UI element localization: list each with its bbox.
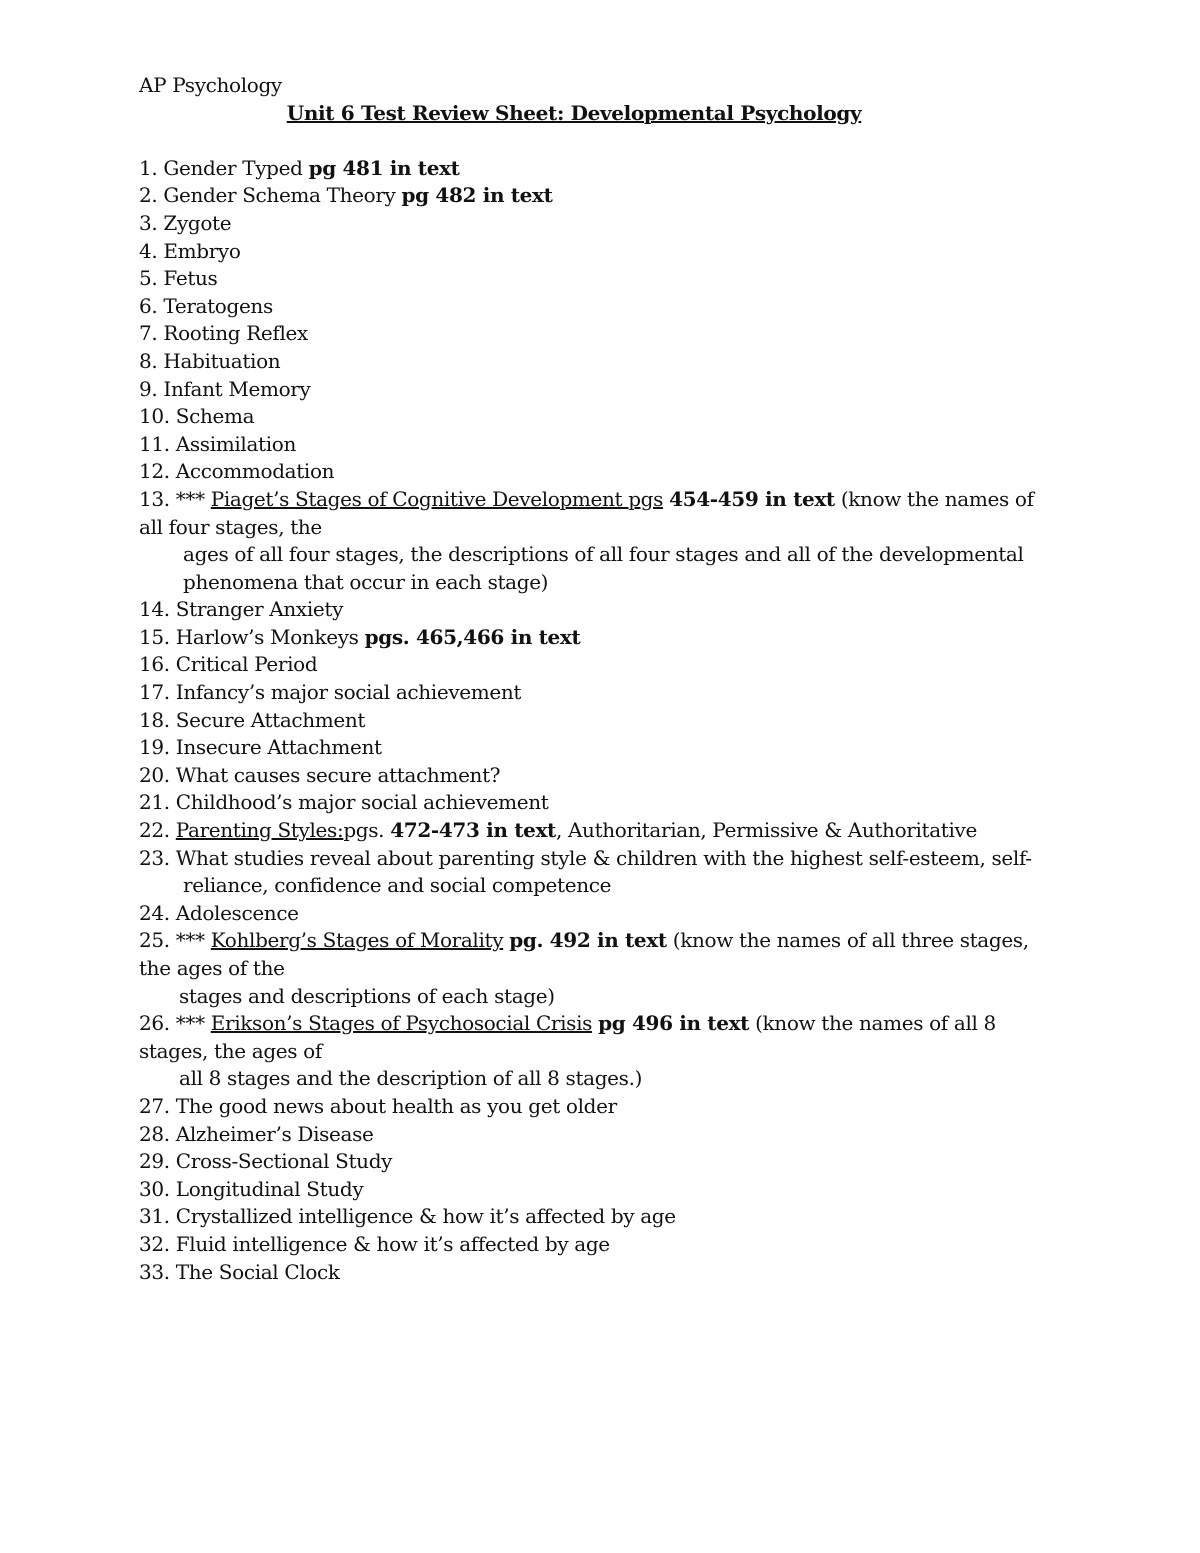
list-item: 29. Cross-Sectional Study xyxy=(139,1149,393,1174)
list-item: 11. Assimilation xyxy=(139,431,296,456)
page-title: Unit 6 Test Review Sheet: Developmental Psychology xyxy=(286,100,862,125)
list-item: 8. Habituation xyxy=(139,348,281,373)
list-item: 26. *** Erikson’s Stages of Psychosocial Crisis pg 496 in text (know the names of all 8 stages, the ages of all 8 stages and the description of all 8 stages.) xyxy=(139,1010,1059,1093)
list-item: 5. Fetus xyxy=(139,266,218,291)
list-item: 4. Embryo xyxy=(139,238,241,263)
list-item: 17. Infancy’s major social achievement xyxy=(139,680,522,705)
topic-link-text: Parenting Styles: xyxy=(175,818,344,843)
list-item: 32. Fluid intelligence & how it’s affected by age xyxy=(139,1231,610,1256)
list-item: 2. Gender Schema Theory pg 482 in text xyxy=(139,183,553,208)
list-item: 22. Parenting Styles:pgs. 472-473 in text, Authoritarian, Permissive & Authoritative xyxy=(139,818,977,843)
item-continuation: ages of all four stages, the descriptions of all four stages and all of the developmental xyxy=(183,542,1024,567)
list-item: 27. The good news about health as you get older xyxy=(139,1093,617,1118)
list-item: 9. Infant Memory xyxy=(139,376,311,401)
list-item: 16. Critical Period xyxy=(139,652,318,677)
list-item: 28. Alzheimer’s Disease xyxy=(139,1121,374,1146)
item-continuation: stages and descriptions of each stage) xyxy=(179,983,555,1008)
topic-link-text: Piaget’s Stages of Cognitive Development pgs xyxy=(210,486,664,511)
list-item: 12. Accommodation xyxy=(139,459,335,484)
topic-link-text: Kohlberg’s Stages of Morality xyxy=(210,928,504,953)
list-item: 3. Zygote xyxy=(139,210,232,235)
list-item: 13. *** Piaget’s Stages of Cognitive Development pgs 454-459 in text (know the names of all four stages, the ages of all four stages, the descriptions of all four stages and all of the developmental phenomena that occur in each stage) xyxy=(139,486,1059,596)
list-item: 10. Schema xyxy=(139,404,255,429)
list-item: 19. Insecure Attachment xyxy=(139,735,382,760)
list-item: 31. Crystallized intelligence & how it’s affected by age xyxy=(139,1204,676,1229)
list-item: 15. Harlow’s Monkeys pgs. 465,466 in text xyxy=(139,624,581,649)
list-item: 14. Stranger Anxiety xyxy=(139,597,344,622)
list-item: 33. The Social Clock xyxy=(139,1259,340,1284)
list-item: 30. Longitudinal Study xyxy=(139,1176,364,1201)
topic-link-text: Erikson’s Stages of Psychosocial Crisis xyxy=(210,1011,593,1036)
item-continuation: reliance, confidence and social competence xyxy=(183,873,612,898)
list-item: 23. What studies reveal about parenting style & children with the highest self-esteem, self- reliance, confidence and social competence xyxy=(139,845,1059,900)
list-item: 21. Childhood’s major social achievement xyxy=(139,790,549,815)
list-item: 18. Secure Attachment xyxy=(139,707,366,732)
list-item: 24. Adolescence xyxy=(139,900,299,925)
item-continuation: all 8 stages and the description of all 8 stages.) xyxy=(179,1066,643,1091)
list-item: 20. What causes secure attachment? xyxy=(139,762,501,787)
list-item: 25. *** Kohlberg’s Stages of Morality pg. 492 in text (know the names of all three stages, the ages of the stages and descriptions of each stage) xyxy=(139,927,1059,1010)
document-page xyxy=(139,72,1059,1286)
course-name: AP Psychology xyxy=(139,73,282,97)
list-item: 1. Gender Typed pg 481 in text xyxy=(139,155,460,180)
review-list xyxy=(139,155,1059,1286)
item-continuation: phenomena that occur in each stage) xyxy=(183,569,549,594)
list-item: 7. Rooting Reflex xyxy=(139,321,308,346)
list-item: 6. Teratogens xyxy=(139,293,273,318)
